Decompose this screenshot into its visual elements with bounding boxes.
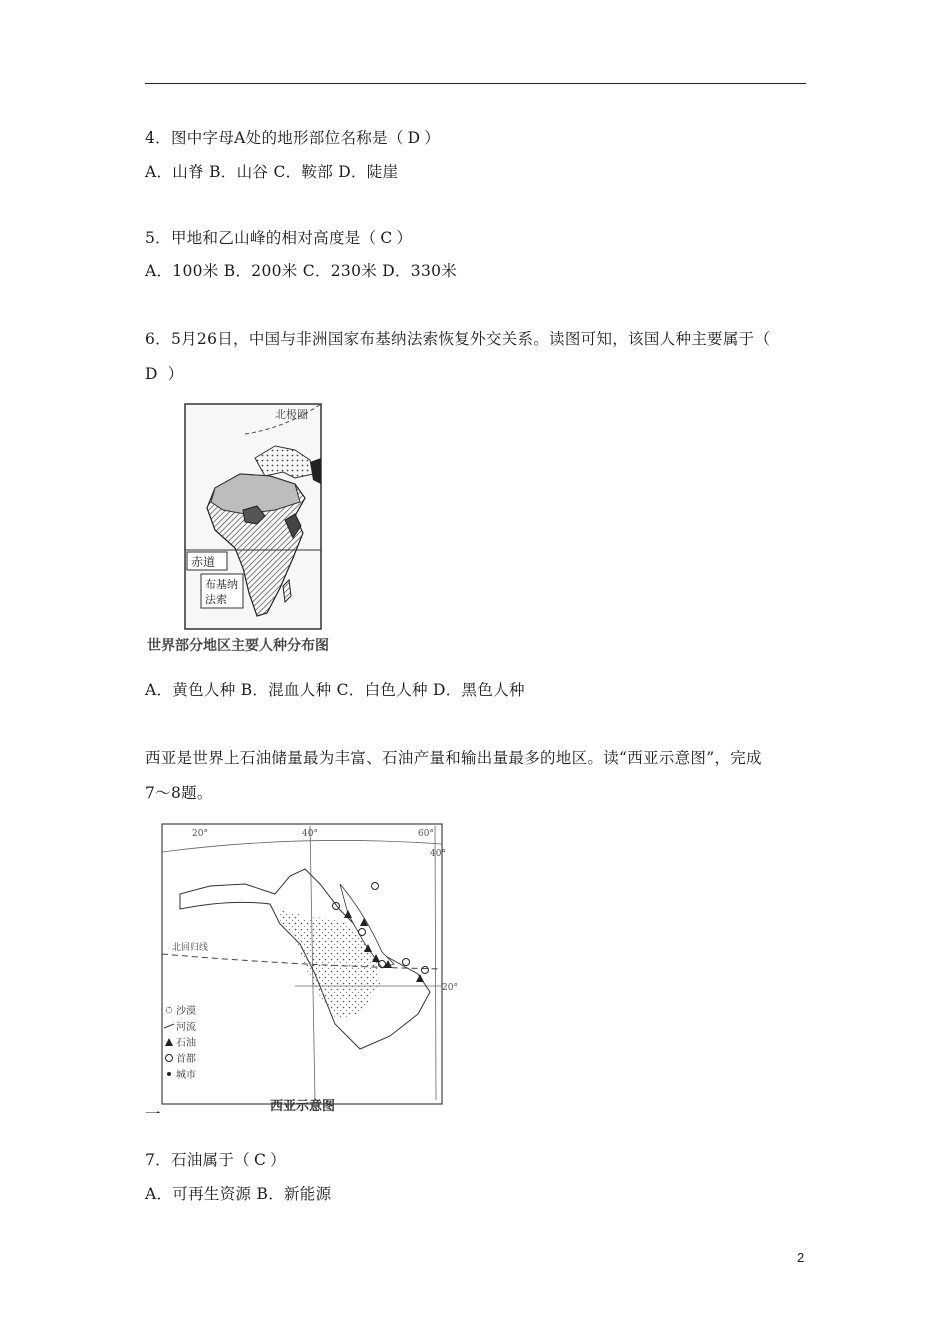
race-distribution-map — [145, 398, 385, 660]
question-7-answer: C — [253, 1151, 267, 1169]
question-5-options: A．100米 B．200米 C．230米 D．330米 — [145, 262, 458, 280]
stray-mark: 一 — [145, 1105, 161, 1123]
lon-60-label: 60° — [418, 829, 434, 839]
question-5-stem: 5．甲地和乙山峰的相对高度是（ C ） — [145, 229, 413, 247]
west-asia-map — [150, 814, 500, 1114]
legend-city: 城市 — [176, 1070, 196, 1081]
legend-capital: 首都 — [176, 1054, 196, 1065]
page-number: 2 — [797, 1250, 805, 1265]
question-4-answer: D — [407, 129, 421, 147]
intro-line-1: 西亚是世界上石油储量最为丰富、石油产量和输出量最多的地区。读“西亚示意图”，完成 — [145, 749, 762, 767]
desert-swatch-icon — [166, 1007, 172, 1013]
lat-20-label: 20° — [442, 983, 458, 993]
lon-40-label: 40° — [302, 829, 318, 839]
lon-20-label: 20° — [192, 829, 208, 839]
question-4-stem: 4．图中字母A处的地形部位名称是（ D ） — [145, 129, 441, 147]
question-7-stem: 7．石油属于（ C ） — [145, 1151, 286, 1169]
tropic-label: 北回归线 — [172, 943, 209, 953]
country-label-line2: 法索 — [205, 593, 227, 606]
question-6-stem: 6．5月26日，中国与非洲国家布基纳法索恢复外交关系。读图可知，该国人种主要属于（ — [145, 330, 771, 348]
legend-desert: 沙漠 — [176, 1006, 196, 1017]
west-asia-map-svg — [150, 814, 500, 1114]
race-map-caption: 世界部分地区主要人种分布图 — [147, 638, 329, 654]
question-5-answer: C — [380, 229, 393, 247]
question-4-options: A．山脊 B．山谷 C．鞍部 D．陡崖 — [145, 163, 399, 181]
legend-oil: 石油 — [176, 1038, 196, 1049]
lat-40-label: 40° — [430, 849, 446, 859]
arctic-circle-label: 北极圈 — [275, 408, 308, 421]
question-6-options: A．黄色人种 B．混血人种 C．白色人种 D．黑色人种 — [145, 681, 525, 699]
intro-line-2: 7～8题。 — [145, 784, 213, 802]
header-rule — [145, 83, 806, 84]
city-swatch-icon — [167, 1072, 171, 1076]
equator-label: 赤道 — [191, 555, 216, 569]
race-map-svg — [145, 398, 385, 660]
question-7-options: A．可再生资源 B．新能源 — [145, 1185, 332, 1203]
question-6-answer-line: D ） — [145, 365, 184, 383]
legend-river: 河流 — [176, 1022, 196, 1033]
west-asia-map-caption: 西亚示意图 — [270, 1099, 336, 1114]
question-6-answer: D — [145, 365, 158, 383]
country-label-line1: 布基纳 — [205, 578, 238, 591]
